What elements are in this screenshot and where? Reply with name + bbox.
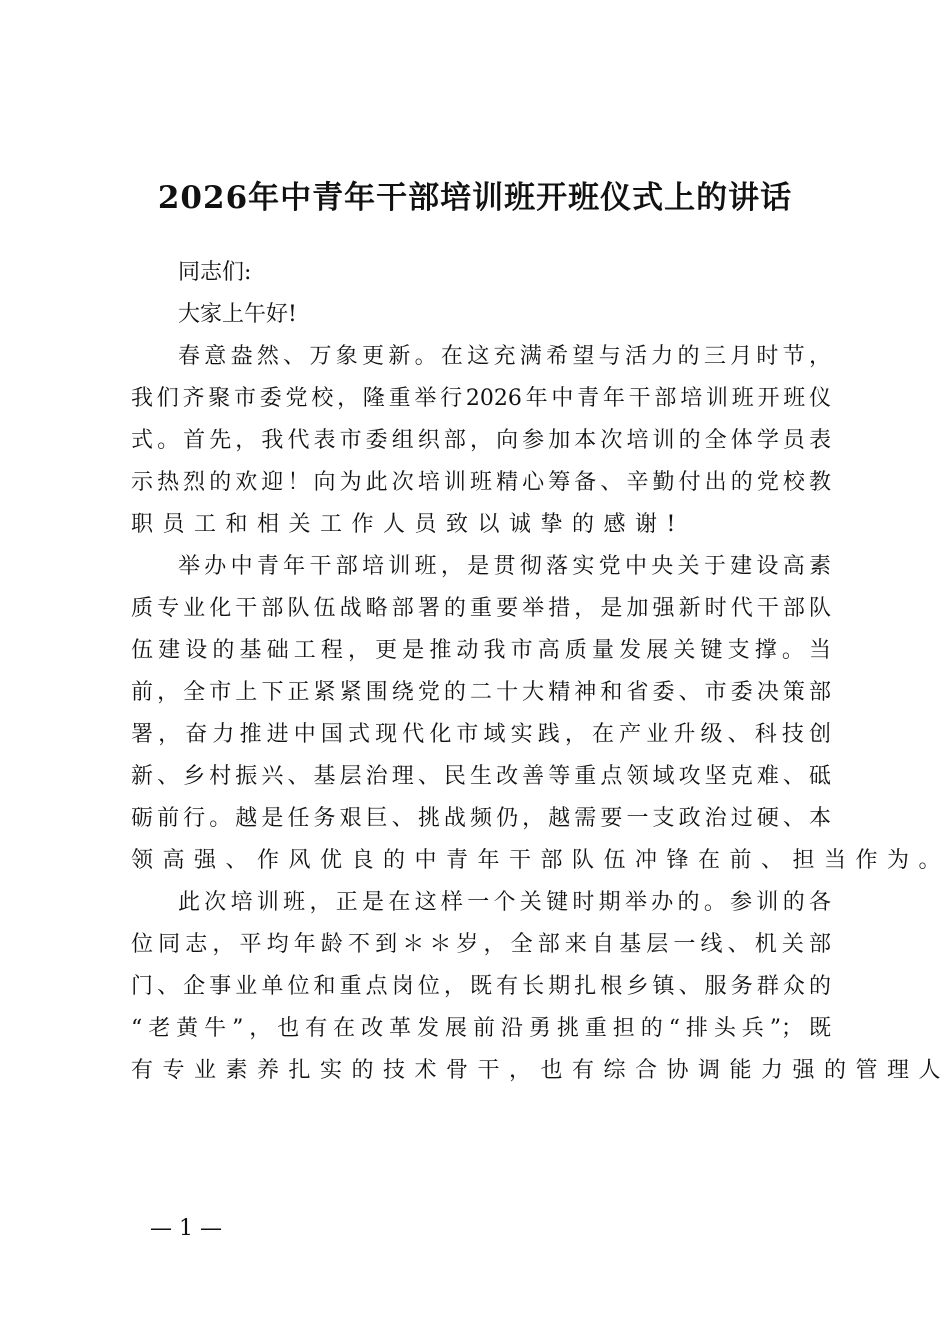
paragraph-line: 领高强、作风优良的中青年干部队伍冲锋在前、担当作为。 (131, 848, 950, 873)
paragraph-line: 职员工和相关工作人员致以诚挚的感谢! (131, 512, 685, 537)
paragraph-line: 前，全市上下正紧紧围绕党的二十大精神和省委、市委决策部 (131, 680, 831, 705)
greeting: 大家上午好! (178, 302, 297, 327)
paragraph-line: 示热烈的欢迎！向为此次培训班精心筹备、辛勤付出的党校教 (131, 470, 831, 495)
paragraph-line: 伍建设的基础工程，更是推动我市高质量发展关键支撑。当 (131, 638, 831, 663)
paragraph-line: 此次培训班，正是在这样一个关键时期举办的。参训的各 (178, 890, 831, 915)
paragraph (131, 882, 950, 1092)
paragraph-line: 砺前行。越是任务艰巨、挑战频仍，越需要一支政治过硬、本 (131, 806, 831, 831)
page-number: — 1 — (150, 1216, 222, 1241)
paragraph-line: 我们齐聚市委党校，隆重举行2026年中青年干部培训班开班仪 (131, 386, 831, 411)
document-body (131, 252, 950, 1092)
paragraph-line: 位同志，平均年龄不到＊＊岁，全部来自基层一线、机关部 (131, 932, 831, 957)
paragraph (131, 336, 831, 546)
paragraph-line: 门、企事业单位和重点岗位，既有长期扎根乡镇、服务群众的 (131, 974, 831, 999)
paragraph-line: 春意盎然、万象更新。在这充满希望与活力的三月时节， (178, 344, 831, 369)
paragraph-line: “老黄牛”，也有在改革发展前沿勇挑重担的“排头兵”；既 (131, 1016, 831, 1041)
document-title: 2026年中青年干部培训班开班仪式上的讲话 (157, 180, 793, 216)
paragraph-line: 署，奋力推进中国式现代化市域实践，在产业升级、科技创 (131, 722, 831, 747)
paragraph-line: 有专业素养扎实的技术骨干，也有综合协调能力强的管理人 (131, 1058, 950, 1083)
paragraph (131, 546, 950, 882)
paragraph-line: 新、乡村振兴、基层治理、民生改善等重点领域攻坚克难、砥 (131, 764, 831, 789)
paragraph-line: 式。首先，我代表市委组织部，向参加本次培训的全体学员表 (131, 428, 831, 453)
paragraphs (131, 336, 950, 1092)
paragraph-line: 举办中青年干部培训班，是贯彻落实党中央关于建设高素 (178, 554, 831, 579)
paragraph-line: 质专业化干部队伍战略部署的重要举措，是加强新时代干部队 (131, 596, 831, 621)
salutation: 同志们: (178, 260, 252, 285)
